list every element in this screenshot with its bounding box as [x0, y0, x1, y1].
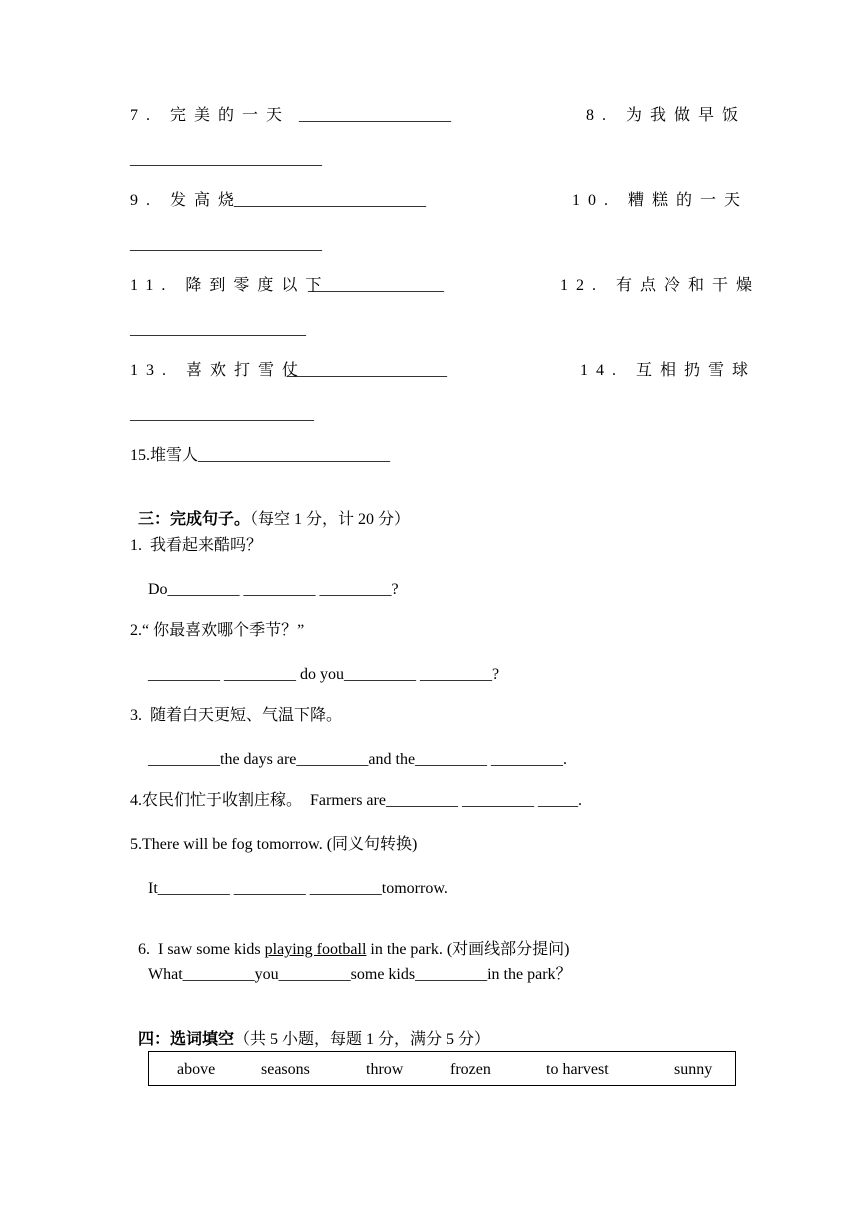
q14-blank[interactable]: _______________________: [130, 406, 314, 423]
word-bank-item: frozen: [450, 1061, 491, 1078]
s4-sentence[interactable]: 4.农民们忙于收割庄稼。 Farmers are_________ _________ _____.: [130, 792, 582, 809]
s5-english[interactable]: It_________ _________ _________tomorrow.: [148, 880, 448, 897]
q15-line: 15.堆雪人________________________: [130, 447, 391, 464]
q7-blank[interactable]: ___________________: [299, 107, 451, 124]
q13-blank[interactable]: ____________________: [287, 362, 447, 379]
word-bank-box: [148, 1051, 736, 1086]
q13-label: 13. 喜欢打雪仗: [130, 362, 307, 379]
section4-heading-line: [130, 1010, 490, 1050]
section4-points: （共 5 小题，每题 1 分，满分 5 分）: [234, 1031, 491, 1048]
s2-english[interactable]: _________ _________ do you_________ _________?: [148, 666, 500, 683]
s6-underlined-phrase: playing football: [264, 941, 367, 958]
s3-english[interactable]: _________the days are_________and the_________ _________.: [148, 751, 568, 768]
q14-label: 14. 互相扔雪球: [580, 362, 757, 379]
section3-heading-line: [130, 490, 410, 530]
s3-chinese: 3. 随着白天更短、气温下降。: [130, 707, 343, 724]
q9-blank[interactable]: ________________________: [234, 192, 426, 209]
word-bank-item: to harvest: [546, 1061, 609, 1078]
q10-label: 10. 糟糕的一天: [572, 192, 749, 209]
s1-chinese: 1. 我看起来酷吗？: [130, 537, 263, 554]
s6-sentence: [130, 920, 570, 960]
q11-label: 11. 降到零度以下: [130, 277, 330, 294]
word-bank-item: throw: [366, 1061, 404, 1078]
q12-blank[interactable]: ______________________: [130, 321, 306, 338]
q10-blank[interactable]: ________________________: [130, 236, 322, 253]
word-bank-item: above: [177, 1061, 216, 1078]
q11-blank[interactable]: _________________: [308, 277, 444, 294]
q8-label: 8. 为我做早饭: [586, 107, 747, 124]
section4-heading: 四：选词填空: [138, 1031, 235, 1048]
section3-points: （每空 1 分，计 20 分）: [250, 511, 411, 528]
s6-prefix: 6. I saw some kids: [138, 941, 265, 958]
s2-chinese: 2.“ 你最喜欢哪个季节？”: [130, 622, 305, 639]
s6-english[interactable]: What_________you_________some kids_________in the park？: [148, 966, 572, 983]
section3-heading: 三：完成句子。: [138, 511, 251, 528]
word-bank-item: sunny: [674, 1061, 713, 1078]
q12-label: 12. 有点冷和干燥: [560, 277, 761, 294]
s1-english[interactable]: Do_________ _________ _________?: [148, 581, 399, 598]
q8-blank[interactable]: ________________________: [130, 151, 322, 168]
s6-suffix: in the park. (对画线部分提问): [366, 941, 570, 958]
q7-label: 7. 完美的一天: [130, 107, 291, 124]
q9-label: 9. 发高烧: [130, 192, 243, 209]
s5-chinese: 5.There will be fog tomorrow. (同义句转换): [130, 836, 418, 853]
word-bank-item: seasons: [261, 1061, 310, 1078]
